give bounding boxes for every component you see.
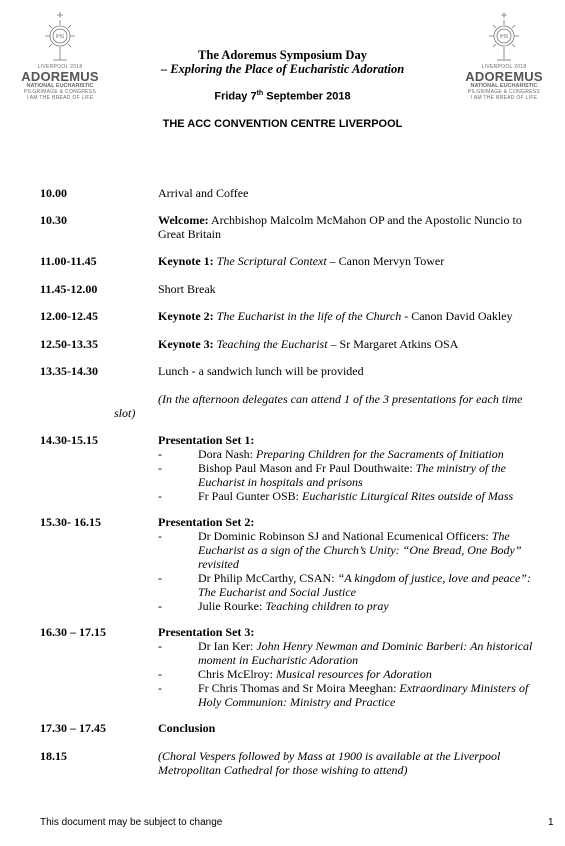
page-number: 1 xyxy=(548,817,554,828)
list-item: - Fr Chris Thomas and Sr Moira Meeghan: Extraordinary Ministers of Holy Communion: Ministry and Practice xyxy=(158,681,529,709)
row-time: 10.00 xyxy=(40,186,67,200)
document-title: The Adoremus Symposium Day xyxy=(198,48,367,62)
list-item: - Julie Rourke: Teaching children to pray xyxy=(158,599,389,613)
list-item: - Dr Dominic Robinson SJ and National Ecumenical Officers: The Eucharist as a sign of the Church’s Unity: “One Bread, One Body” revisited xyxy=(158,529,522,571)
row-time: 15.30- 16.15 xyxy=(40,515,101,529)
event-date: Friday 7th September 2018 xyxy=(214,90,351,103)
afternoon-note: (In the afternoon delegates can attend 1 of the 3 presentations for each time slot) xyxy=(114,392,523,420)
list-item: - Dr Philip McCarthy, CSAN: “A kingdom of justice, love and peace”: The Eucharist and Social Justice xyxy=(158,571,531,599)
row-time: 12.50-13.35 xyxy=(40,337,98,351)
row-description: Welcome: Archbishop Malcolm McMahon OP and the Apostolic Nuncio to Great Britain xyxy=(158,213,522,241)
set-label: Presentation Set 3: xyxy=(158,625,255,639)
list-item: - Chris McElroy: Musical resources for Adoration xyxy=(158,667,432,681)
row-description: Keynote 2: The Eucharist in the life of the Church - Canon David Oakley xyxy=(158,309,513,323)
logo-subtitle-2: PILGRIMAGE & CONGRESS xyxy=(23,89,97,95)
list-item: - Dora Nash: Preparing Children for the Sacraments of Initiation xyxy=(158,447,504,461)
document-subtitle: – Exploring the Place of Eucharistic Adoration xyxy=(160,62,405,76)
row-time: 14.30-15.15 xyxy=(40,433,98,447)
list-item: - Bishop Paul Mason and Fr Paul Douthwaite: The ministry of the Eucharist in hospitals and prisons xyxy=(158,461,506,489)
row-time: 11.00-11.45 xyxy=(40,254,97,268)
presentation-set xyxy=(158,433,538,503)
row-description: Short Break xyxy=(158,282,216,296)
logo-name: ADOREMUS xyxy=(21,69,99,84)
row-time: 17.30 – 17.45 xyxy=(40,721,106,735)
logo-subtitle-2: PILGRIMAGE & CONGRESS xyxy=(467,89,541,95)
footer-note: This document may be subject to change xyxy=(40,817,223,828)
row-description: Lunch - a sandwich lunch will be provided xyxy=(158,364,364,378)
logo-subtitle-1: NATIONAL EUCHARISTIC xyxy=(470,83,538,89)
svg-text:IHS: IHS xyxy=(55,34,65,40)
row-time: 10.30 xyxy=(40,213,67,227)
row-time: 13.35-14.30 xyxy=(40,364,98,378)
logo-year: LIVERPOOL 2018 xyxy=(37,64,83,70)
row-description: Keynote 1: The Scriptural Context – Canon Mervyn Tower xyxy=(158,254,445,268)
row-description: Conclusion xyxy=(158,721,216,735)
logo-year: LIVERPOOL 2018 xyxy=(481,64,527,70)
list-item: - Dr Ian Ker: John Henry Newman and Dominic Barberi: An historical moment in Eucharistic Adoration xyxy=(158,639,533,667)
logo-subtitle-1: NATIONAL EUCHARISTIC xyxy=(26,83,94,89)
row-time: 18.15 xyxy=(40,749,67,763)
svg-text:IHS: IHS xyxy=(499,34,509,40)
logo-tagline: I AM THE BREAD OF LIFE xyxy=(470,95,538,101)
row-description: Arrival and Coffee xyxy=(158,186,249,200)
row-time: 16.30 – 17.15 xyxy=(40,625,106,639)
row-description: (Choral Vespers followed by Mass at 1900 is available at the Liverpool Metropolitan Cathedral for those wishing to attend) xyxy=(158,749,501,777)
row-description: Keynote 3: Teaching the Eucharist – Sr Margaret Atkins OSA xyxy=(158,337,459,351)
event-venue: THE ACC CONVENTION CENTRE LIVERPOOL xyxy=(162,118,403,130)
logo-name: ADOREMUS xyxy=(465,69,543,84)
row-time: 12.00-12.45 xyxy=(40,309,98,323)
list-item: - Fr Paul Gunter OSB: Eucharistic Liturgical Rites outside of Mass xyxy=(158,489,514,503)
presentation-set xyxy=(158,625,538,709)
set-label: Presentation Set 1: xyxy=(158,433,255,447)
row-time: 11.45-12.00 xyxy=(40,282,98,296)
presentation-set xyxy=(158,515,538,613)
logo-tagline: I AM THE BREAD OF LIFE xyxy=(26,95,94,101)
set-label: Presentation Set 2: xyxy=(158,515,255,529)
